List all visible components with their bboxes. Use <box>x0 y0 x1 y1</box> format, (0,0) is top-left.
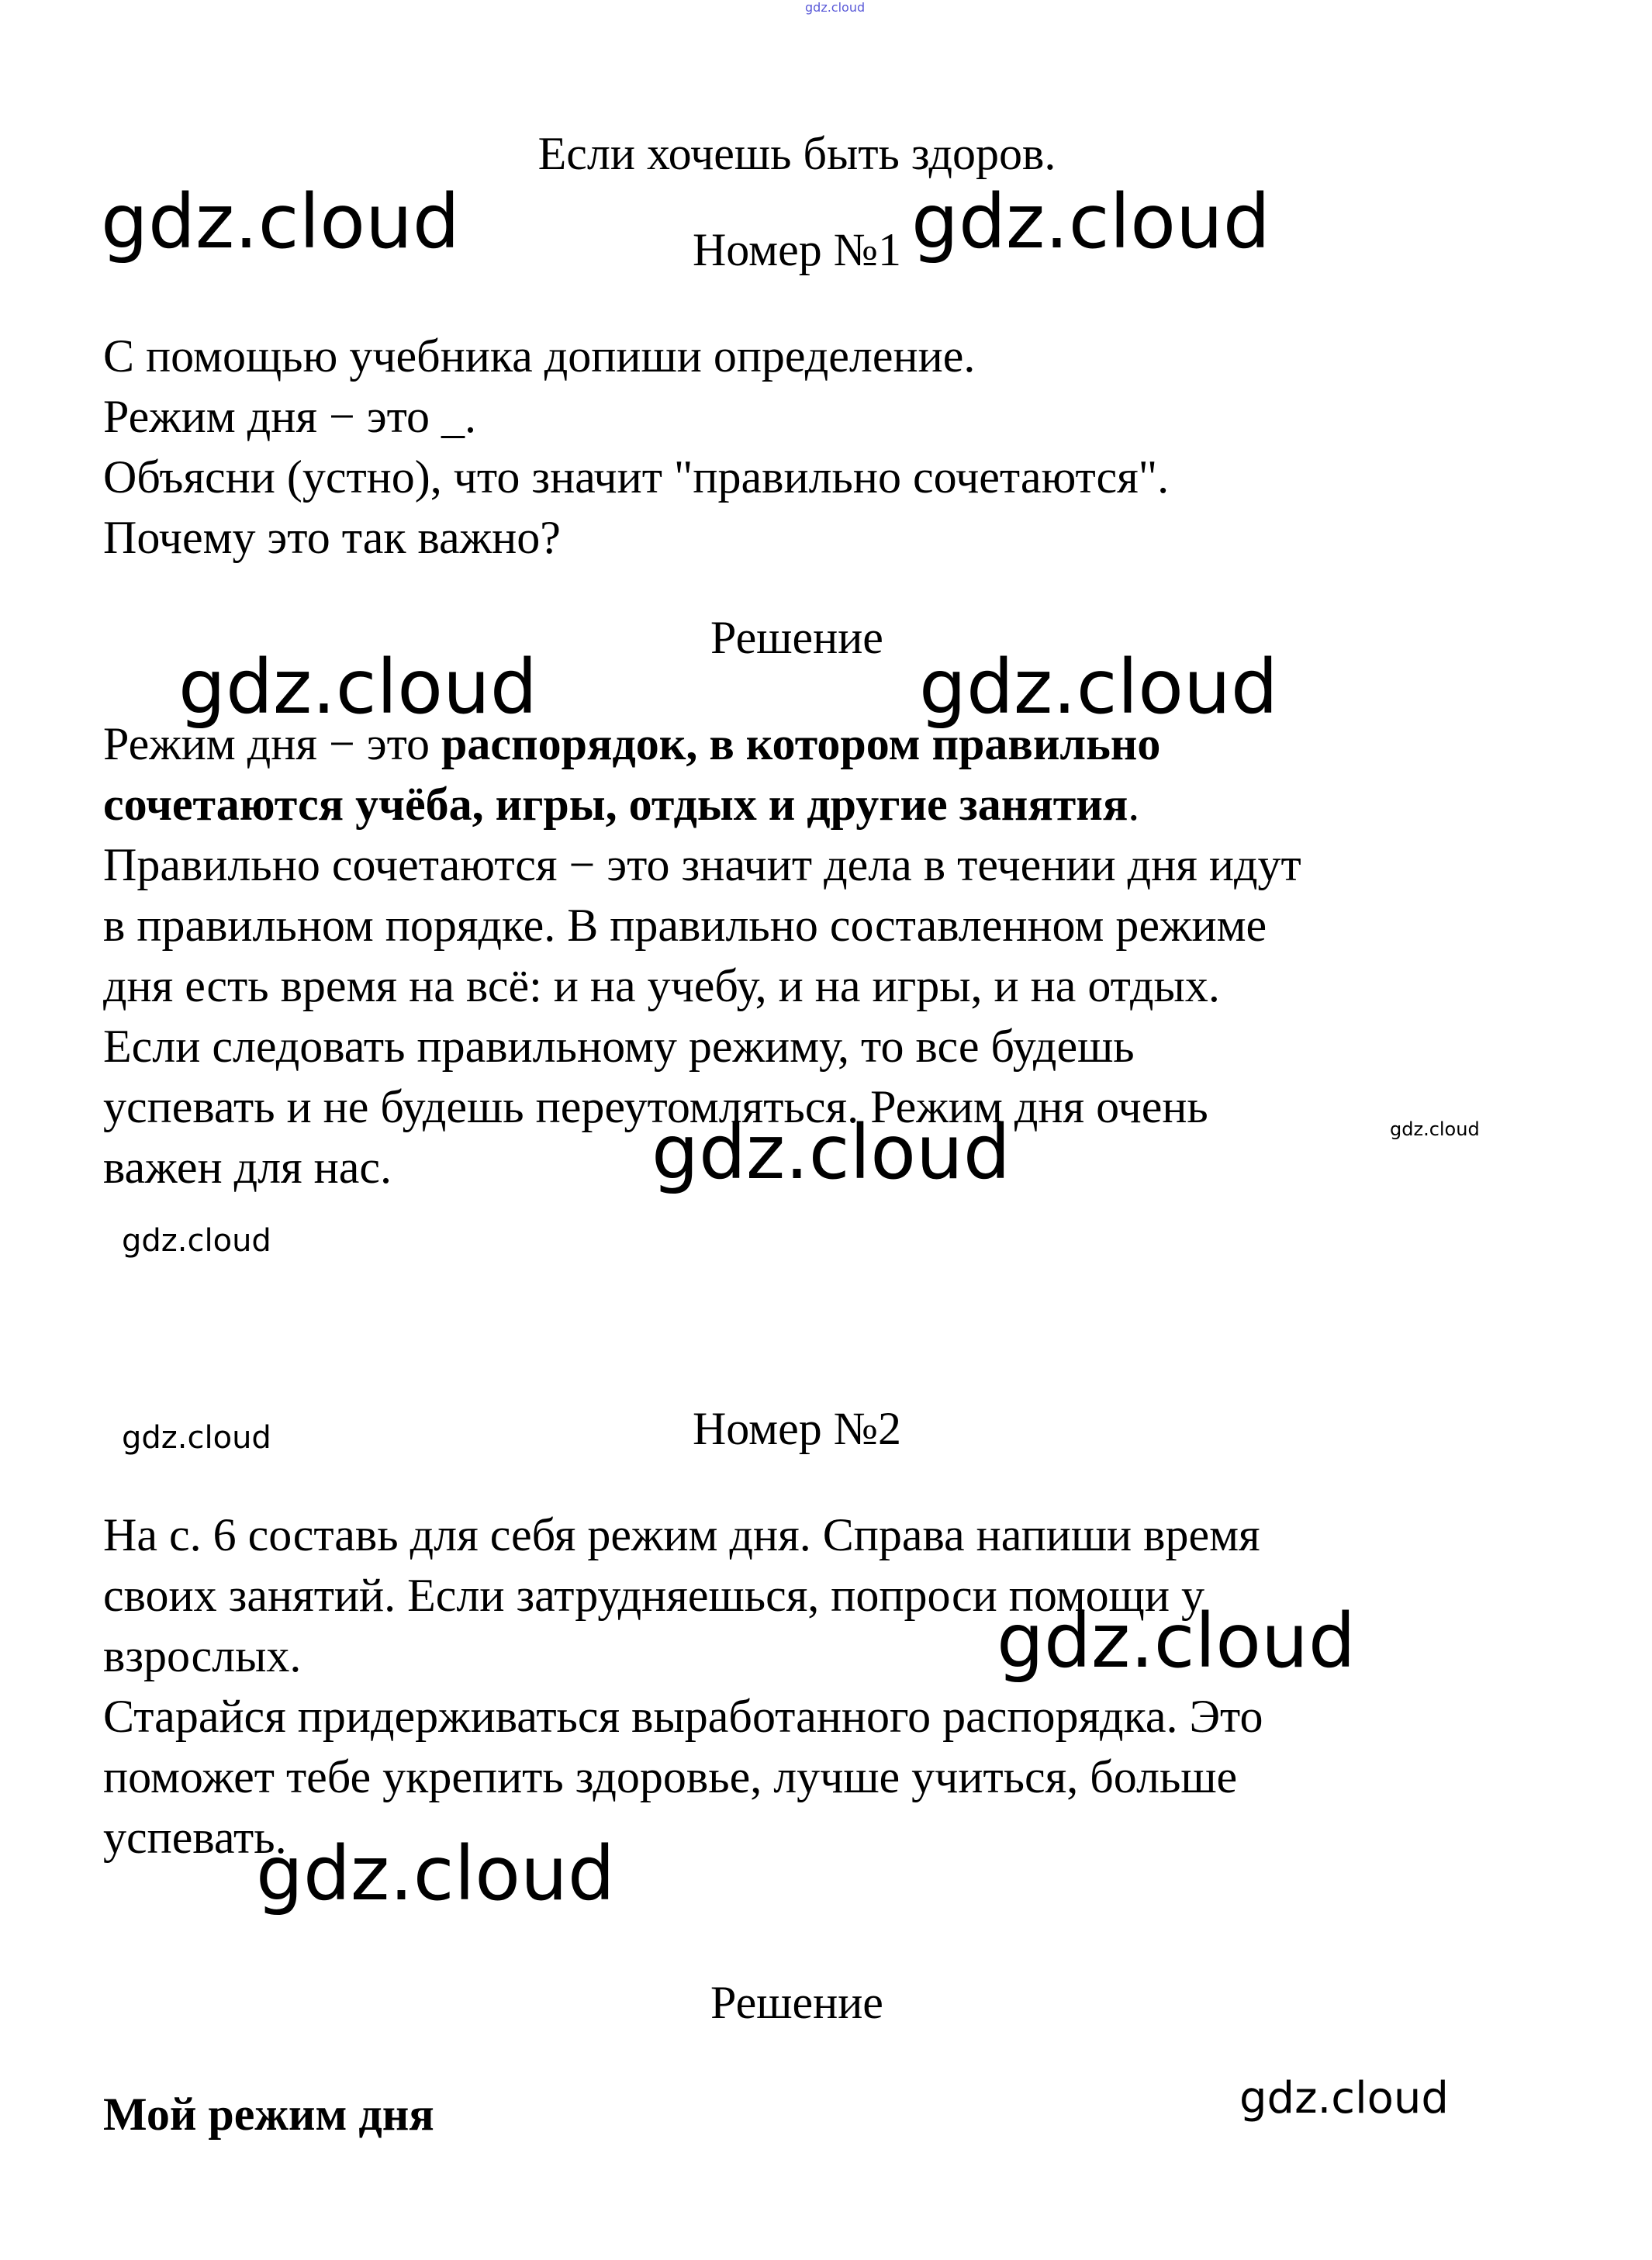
watermark: gdz.cloud <box>805 0 866 15</box>
task1-answer-line: Если следовать правильному режиму, то все будешь <box>103 1021 1135 1072</box>
watermark: gdz.cloud <box>911 178 1270 265</box>
task2-answer-title: Мой режим дня <box>103 2089 434 2140</box>
watermark: gdz.cloud <box>122 1420 271 1456</box>
watermark: gdz.cloud <box>178 644 537 731</box>
task2-question-line: успевать. <box>103 1812 287 1863</box>
task2-question-line: взрослых. <box>103 1630 302 1681</box>
watermark: gdz.cloud <box>997 1598 1356 1685</box>
task1-answer-line: в правильном порядке. В правильно составленном режиме <box>103 900 1267 951</box>
task1-heading: Номер №1 <box>692 224 902 275</box>
task1-question-line: Режим дня − это _. <box>103 391 476 442</box>
task1-solution-heading: Решение <box>710 612 883 663</box>
watermark: gdz.cloud <box>1239 2073 1449 2124</box>
task1-question-line: Почему это так важно? <box>103 512 561 563</box>
task2-question-line: поможет тебе укрепить здоровье, лучше учиться, больше <box>103 1751 1238 1802</box>
answer-lead: Режим дня − это <box>103 718 441 769</box>
page-title: Если хочешь быть здоров. <box>537 128 1056 179</box>
task1-answer-line: успевать и не будешь переутомляться. Режим дня очень <box>103 1081 1208 1132</box>
task1-question <box>103 326 1169 568</box>
task1-answer-line: дня есть время на всё: и на учебу, и на игры, и на отдых. <box>103 960 1220 1011</box>
watermark: gdz.cloud <box>122 1223 271 1259</box>
task1-answer-line <box>103 774 1301 835</box>
watermark: gdz.cloud <box>919 644 1278 731</box>
watermark: gdz.cloud <box>101 178 460 265</box>
task2-question-line: На с. 6 составь для себя режим дня. Справа напиши время <box>103 1509 1260 1560</box>
task1-question-line: Объясни (устно), что значит "правильно сочетаются". <box>103 451 1170 503</box>
task1-answer-line: Правильно сочетаются − это значит дела в течении дня идут <box>103 839 1301 890</box>
watermark: gdz.cloud <box>256 1830 615 1917</box>
task1-answer-line: важен для нас. <box>103 1142 392 1193</box>
task2-question <box>103 1505 1263 1868</box>
task2-heading: Номер №2 <box>692 1403 902 1454</box>
watermark: gdz.cloud <box>1390 1118 1480 1140</box>
task2-solution-heading: Решение <box>710 1977 883 2028</box>
answer-definition-part2: сочетаются учёба, игры, отдых и другие занятия <box>103 779 1128 830</box>
task2-question-line: Старайся придерживаться выработанного распорядка. Это <box>103 1691 1263 1742</box>
answer-definition-part1: распорядок, в котором правильно <box>441 718 1161 769</box>
task1-question-line: С помощью учебника допиши определение. <box>103 330 976 382</box>
answer-period: . <box>1128 779 1140 830</box>
watermark: gdz.cloud <box>651 1109 1011 1196</box>
task2-question-line: своих занятий. Если затрудняешься, попроси помощи у <box>103 1570 1204 1621</box>
